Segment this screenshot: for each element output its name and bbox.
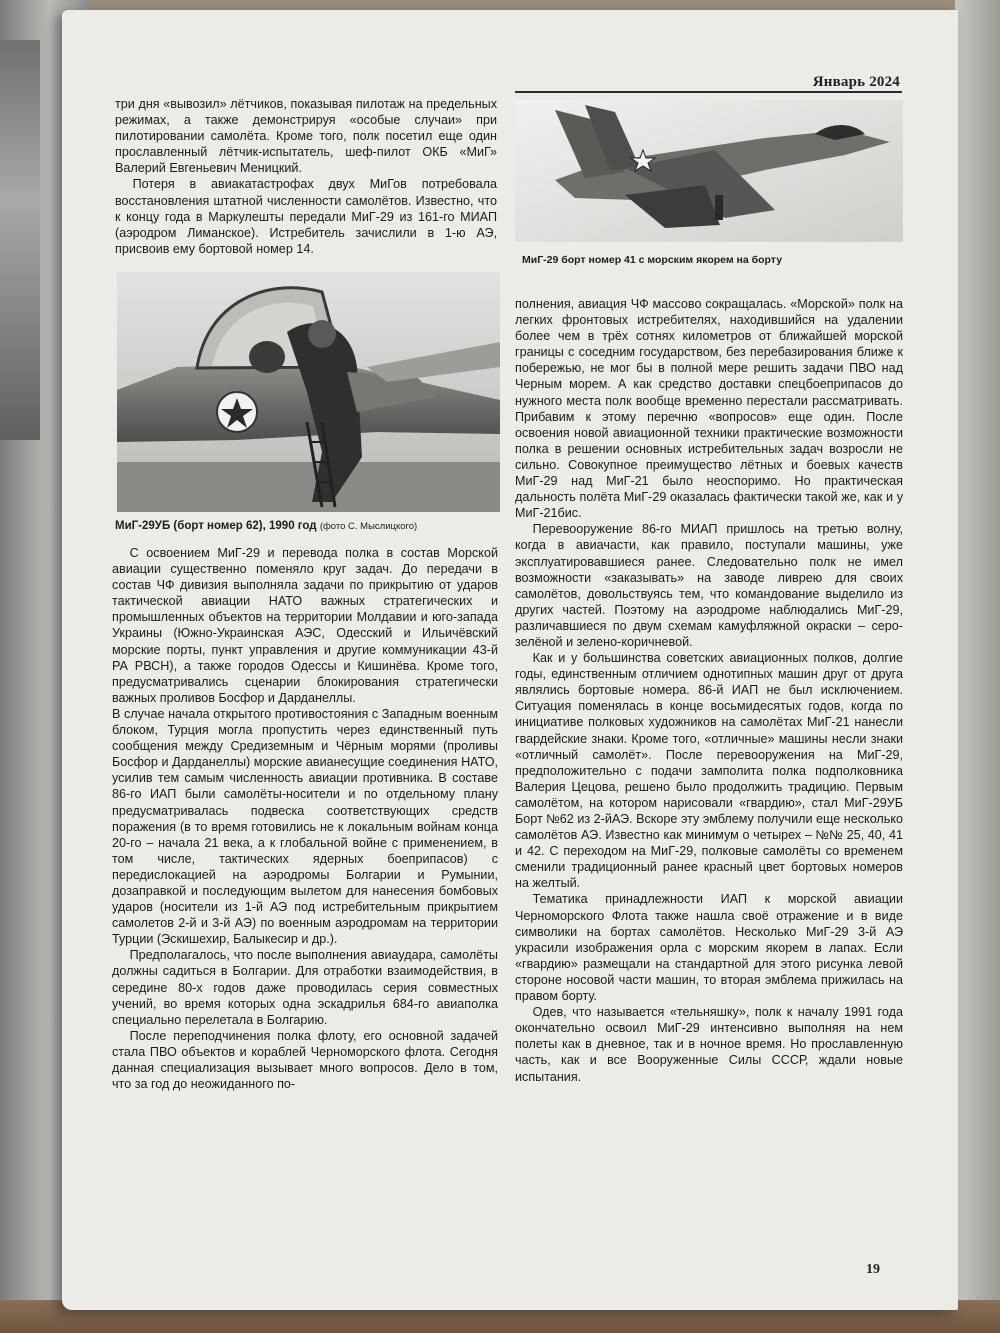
page-number: 19 bbox=[866, 1262, 880, 1277]
background-right-edge bbox=[955, 0, 1000, 1333]
column-left-bottom bbox=[112, 545, 498, 1092]
paragraph: полнения, авиация ЧФ массово сокращалась. «Морской» полк на легких фронтовых истребителях, находившийся на удалении более чем в трёх сотнях километров от ближайшей морской границы с соседним государством, без перебазирования ближе к побережью, не мог бы в полной мере решить задачи ПВО над Черным морем. А как средство доставки спецбоеприпасов до нужного места полк вообще временно перестали рассматривать. Прибавим к этому перечню «вопросов» еще один. После освоения новой авиационной техники практические возможности полка в решении основных истребительных задач возросли не сильно. Совокупное преимущество лётных и боевых качеств МиГ-29 над МиГ-21 было неоспоримо. Но практическая дальность полёта МиГ-29 оказалась фактически такой же, как и у МиГ-21бис. bbox=[515, 297, 903, 521]
background-left-page-photo bbox=[0, 40, 40, 440]
paragraph: три дня «вывозил» лётчиков, показывая пилотаж на предельных режимах, а также демонстрируя «особые случаи» при пилотировании самолёта. Кроме того, полк посетил еще один прославленный лётчик-испытатель, шеф-пилот ОКБ «МиГ» Валерий Евгеньевич Меницкий. bbox=[115, 97, 497, 176]
paragraph: Одев, что называется «тельняшку», полк к началу 1991 года окончательно освоил МиГ-29 интенсивно выполняя на нем полеты как в дневное, так и в ночное время. Но прославленную часть, как и все Вооруженные Силы СССР, ждали новые испытания. bbox=[515, 1005, 903, 1084]
photo-mig29-flight bbox=[515, 100, 903, 242]
header-rule bbox=[515, 91, 902, 93]
column-left-top bbox=[115, 96, 497, 257]
paragraph: Как и у большинства советских авиационных полков, долгие годы, единственным отличием однотипных машин друг от друга являлись бортовые номера. 86-й ИАП не был исключением. Ситуация поменялась в конце восьмидесятых годов, когда по инициативе полковых художников на самолётах МиГ-21 нанесли гвардейские знаки. Кроме того, «отличные» машины несли знаки «отличный самолёт». После перевооружения на МиГ-29, предположительно с подачи замполита полка подполковника Валерия Цецова, решено было продолжить традицию. Первым самолётом, на котором нарисовали «гвардию», стал МиГ-29УБ Борт №62 из 2-йАЭ. Вскоре эту эмблему получили еще несколько самолётов АЭ. Известно как минимум о четырех – №№ 25, 40, 41 и 42. С переходом на МиГ-29, полковые самолёты со временем сменили традиционный ранее красный цвет бортовых номеров на желтый. bbox=[515, 651, 903, 891]
photo-caption-mig29: МиГ-29 борт номер 41 с морским якорем на борту bbox=[522, 254, 783, 266]
paragraph: С освоением МиГ-29 и перевода полка в состав Морской авиации существенно поменяло круг задач. До передачи в состав ЧФ дивизия выполняла задачи по прикрытию от ударов тактической авиации НАТО важных стратегических и промышленных объектов на территории Молдавии и юго-запада Украины (Южно-Украинская АЭС, Одесский и Ильичёвский морские порты, пункт управления и другие коммуникации 43-й РА РВСН), а также городов Одессы и Кишинёва. Кроме того, предусматривались сценарии блокирования стратегически важных проливов Босфор и Дарданеллы. bbox=[112, 546, 498, 705]
photo-caption-mig29ub bbox=[115, 520, 417, 532]
column-right bbox=[515, 296, 903, 1085]
paragraph: После переподчинения полка флоту, его основной задачей стала ПВО объектов и кораблей Черноморского флота. Сегодня данная специализация вызывает много вопросов. Дело в том, что за год до неожиданного по- bbox=[112, 1028, 498, 1092]
paragraph: В случае начала открытого противостояния с Западным военным блоком, Турция могла пропустить через единственный путь сообщения между Средиземным и Чёрным морями (проливы Босфор и Дарданеллы) морские авианесущие соединения НАТО, усилив тем самым численность авиации противника. В составе 86-го ИАП были самолёты-носители и по отдельному плану предусматривалась подвеска соответствующих средств поражения (в то время готовились не к локальным войнам конца 20-го – начала 21 века, а к глобальной войне с применением, в том числе, тактических ядерных боеприпасов) с передислокацией на аэродромы Болгарии и Румынии, дозаправкой и последующим вылетом для нанесения бомбовых ударов (носители из 1-й АЭ под истребительным прикрытием самолетов 2-й и 3-й АЭ) по военным аэродромам на территории Турции (Эскишехир, Балыкесир и др.). bbox=[112, 706, 498, 947]
photo-credit: (фото С. Мыслицкого) bbox=[319, 521, 418, 532]
paragraph: Предполагалось, что после выполнения авиаудара, самолёты должны садиться в Болгарии. Для отработки взаимодействия, в середине 80-х годов даже проводилась серия совместных учений, во время которых одна эскадрилья 684-го авиаполка специально перелетала в Болгарию. bbox=[112, 948, 498, 1027]
paragraph: Тематика принадлежности ИАП к морской авиации Черноморского Флота также нашла своё отражение и в виде символики на бортах самолётов. Несколько МиГ-29 3-й АЭ украсили изображения орла с морским якорем в лапах. Если «гвардию» размещали на стандартной для этого рисунка левой стороне носовой части машин, то вторая эмблема прижилась на правом борту. bbox=[515, 892, 903, 1004]
page-header-date: Январь 2024 bbox=[812, 74, 900, 90]
paragraph: Перевооружение 86-го МИАП пришлось на третью волну, когда в авиачасти, как правило, поступали машины, уже эксплуатировавшиеся ранее. Следовательно полк не имел возможности «заказывать» на заводе ливрею для своих самолётов, довольствуясь тем, что командование выделило из других частей. Поэтому на аэродроме наблюдались МиГ-29, различавшиеся по двум схемам камуфляжной окраски – серо-зелёной и зелено-коричневой. bbox=[515, 522, 903, 649]
photo-mig29ub-cockpit bbox=[117, 272, 500, 512]
paragraph: Потеря в авиакатастрофах двух МиГов потребовала восстановления штатной численности самолётов. Известно, что к концу года в Маркулешты передали МиГ-29 из 161-го МИАП (аэродром Лиманское). Истребитель зачислили в 1-ю АЭ, присвоив ему бортовой номер 14. bbox=[115, 177, 497, 256]
caption-text: МиГ-29УБ (борт номер 62), 1990 год bbox=[115, 520, 317, 532]
